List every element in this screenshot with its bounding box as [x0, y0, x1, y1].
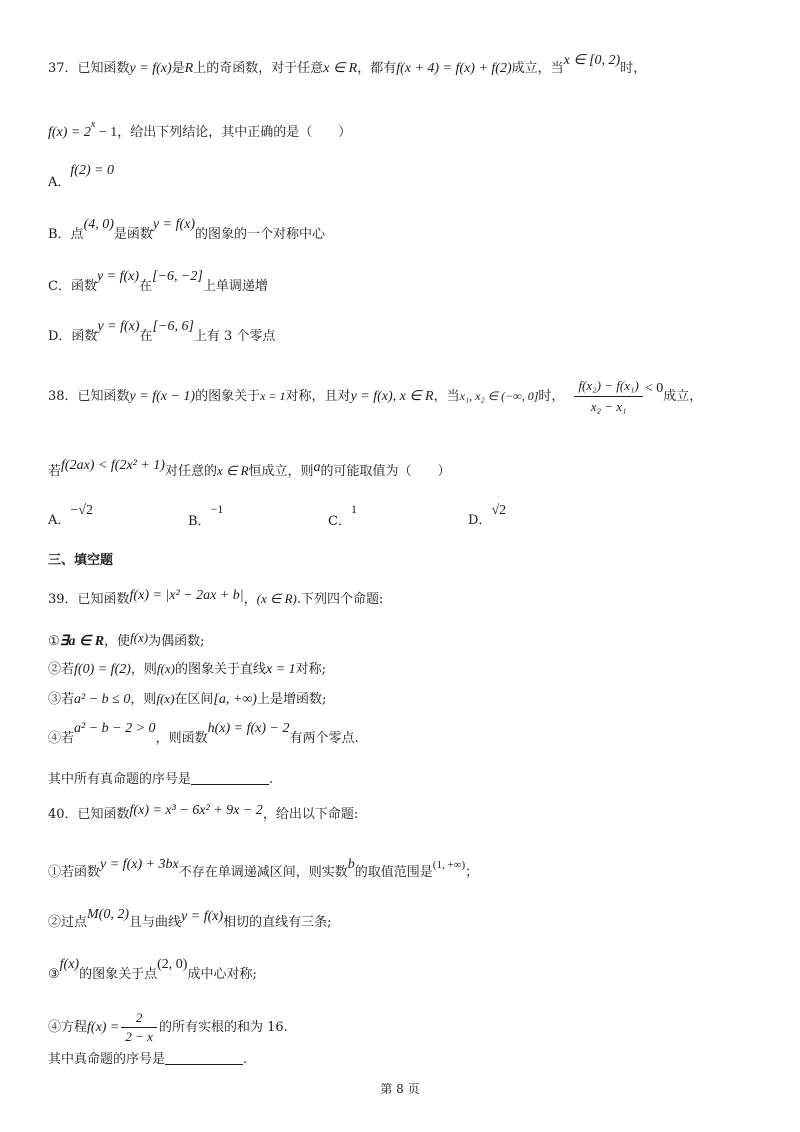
q39-proposition-1: ①∃a ∈ R，使f(x)为偶函数; [48, 630, 205, 649]
q38-option-d: D．√2 [468, 503, 507, 528]
math: y = f(x) [129, 61, 172, 76]
q39-proposition-3: ③若a² − b ≤ 0，则f(x)在区间[a, +∞)上是增函数; [48, 691, 327, 707]
q40-fraction: $\frac{2}{2 - x}$ [121, 1010, 157, 1045]
q39-answer-line: 其中所有真命题的序号是 . [48, 772, 274, 787]
q40-stem: 40．已知函数f(x) = x³ − 6x² + 9x − 2，给出以下命题: [48, 803, 359, 822]
page-number: 第 8 页 [380, 1082, 420, 1096]
q37-stem-line2: $f(x) = 2^x - 1$，给出下列结论，其中正确的是（ ） [48, 119, 352, 140]
q38-option-b: B．−1 [188, 502, 224, 529]
section-title: 三、填空题 [48, 553, 114, 568]
q40-answer-line: 其中真命题的序号是 . [48, 1052, 248, 1067]
q37-option-a: A．f(2) = 0 [48, 163, 115, 190]
q37-option-d: D．函数y = f(x)在[−6, 6]上有 3 个零点 [48, 319, 276, 344]
q39-proposition-4: ④若a² − b − 2 > 0，则函数h(x) = f(x) − 2有两个零点. [48, 721, 359, 746]
q37-option-c: C．函数y = f(x)在[−6, −2]上单调递增 [48, 269, 268, 294]
q38-stem-line1: 38．已知函数y = f(x − 1)的图象关于x = 1对称，且对y = f(x), x ∈ R，当x₁, x₂ ∈ (−∞, 0]时， $\frac{\text{f(x₂) − f(x₁)}}{\text{x₂ − x₁}}$ < 0成立， [48, 378, 703, 414]
q39-stem: 39．已知函数f(x) = |x² − 2ax + b|，(x ∈ R).下列四个命题: [48, 588, 384, 607]
q40-proposition-2: ②过点M(0, 2)且与曲线y = f(x)相切的直线有三条; [48, 907, 332, 930]
q38-fraction: $\frac{\text{f(x₂) − f(x₁)}}{\text{x₂ − x₁}}$ [574, 377, 642, 416]
answer-blank[interactable] [191, 770, 269, 785]
q40-proposition-1: ①若函数y = f(x) + 3bx不存在单调递减区间，则实数b的取值范围是$^{(1, +\infty)}$； [48, 857, 479, 880]
q38-option-a: A．−√2 [48, 503, 93, 528]
answer-blank[interactable] [165, 1050, 243, 1065]
q38-stem-line2: 若f(2ax) < f(2x² + 1)对任意的x ∈ R恒成立，则a的可能取值为（ ） [48, 458, 451, 479]
q37-option-b: B．点(4, 0)是函数y = f(x)的图象的一个对称中心 [48, 217, 326, 242]
q39-proposition-2: ②若f(0) = f(2)，则f(x)的图象关于直线x = 1对称; [48, 661, 327, 677]
q37-stem-line1: 37．已知函数y = f(x)是R上的奇函数，对于任意x ∈ R，都有f(x + 4) = f(x) + f(2)成立，当x ∈ [0, 2)时， [48, 53, 647, 76]
q38-option-c: C．1 [328, 502, 357, 529]
q40-proposition-3: ③f(x)的图象关于点(2, 0)成中心对称; [48, 957, 257, 982]
q40-proposition-4: ④方程f(x) = $\frac{2}{2 - x}$ 的所有实根的和为 16. [48, 1010, 288, 1044]
